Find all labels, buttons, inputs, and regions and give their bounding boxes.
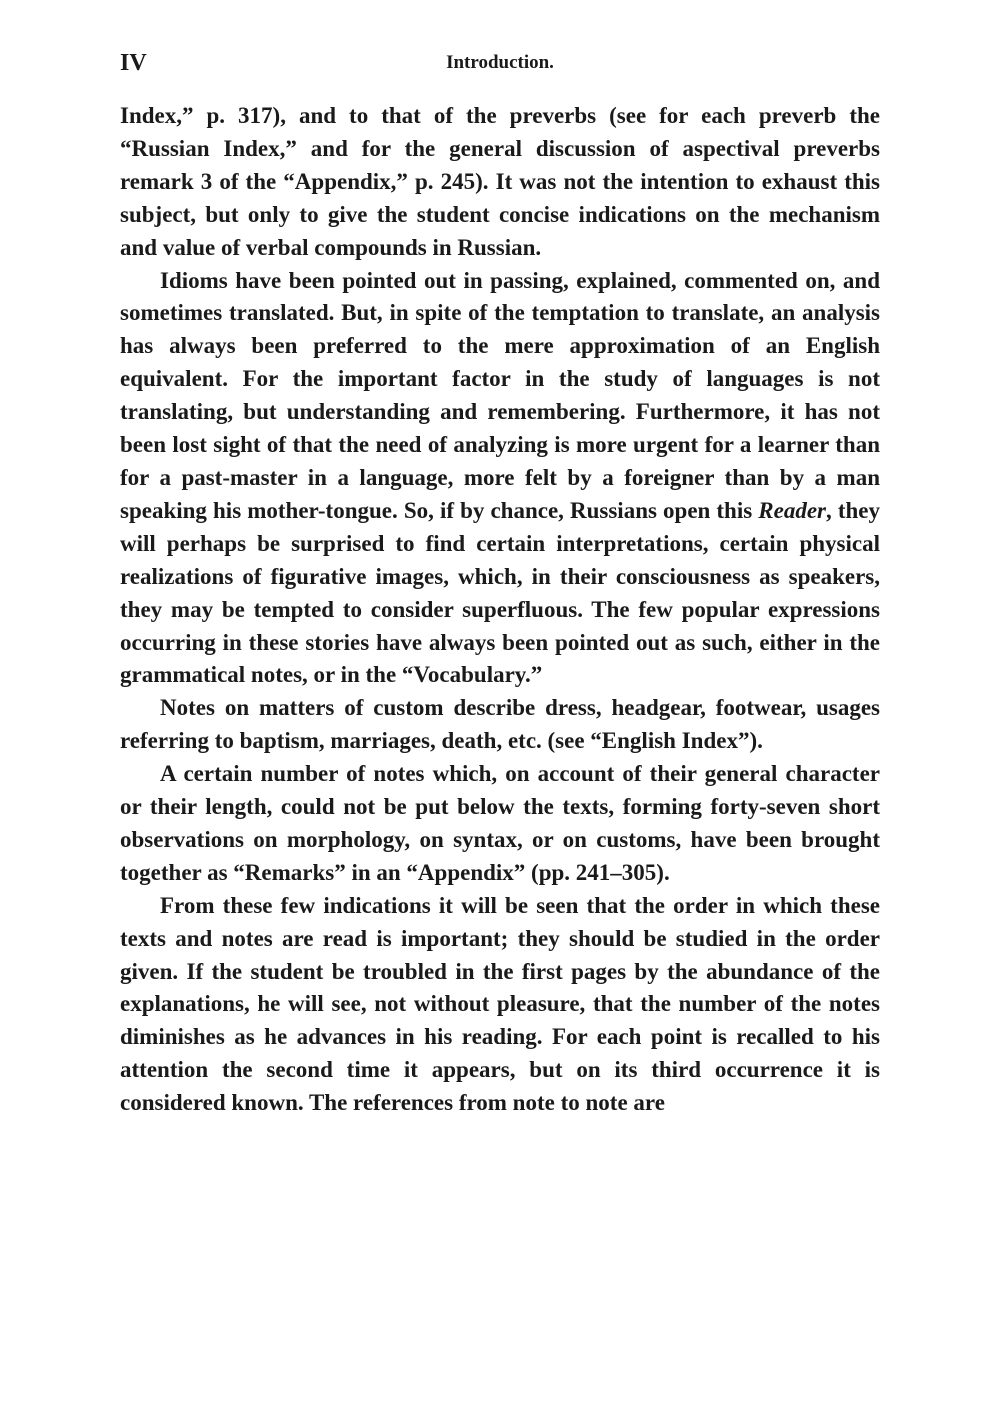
page-number: IV	[120, 50, 147, 76]
paragraph-text: Notes on matters of custom describe dress, headgear, footwear, usages referring to baptism, marriages, death, etc. (see “English Index”).	[120, 695, 880, 754]
paragraph-text: Index,” p. 317), and to that of the preverbs (see for each preverb the “Russian Index,” and for the general discussion of aspectival preverbs remark 3 of the “Appendix,” p. 245). It was not the intention to exhaust this subject, but only to give the student concise indications on the mechanism and value of verbal compounds in Russian.	[120, 103, 880, 260]
paragraph-verbal-compounds	[120, 100, 880, 265]
paragraph-text: A certain number of notes which, on account of their general character or their length, could not be put below the texts, forming forty-seven short observations on morphology, on syntax, or on customs, have been brought together as “Remarks” in an “Appendix” (pp. 241–305).	[120, 761, 880, 885]
running-title: Introduction.	[446, 52, 554, 73]
paragraph-text: From these few indications it will be seen that the order in which these texts and notes are read is important; they should be studied in the order given. If the student be troubled in the first pages by the abundance of the explanations, he will see, not without pleasure, that the number of the notes diminishes as he advances in his reading. For each point is recalled to his attention the second time it appears, but on its third occurrence it is considered known. The references from note to note are	[120, 892, 880, 1116]
body-text	[120, 100, 880, 1120]
paragraph-text: Idioms have been pointed out in passing, explained, commented on, and sometimes translated. But, in spite of the temptation to translate, an analysis has always been preferred to the mere approximation of an English equivalent. For the important factor in the study of languages is not translating, but understanding and remembering. Furthermore, it has not been lost sight of that the need of analyzing is more urgent for a learner than for a past-master in a language, more felt by a foreigner than by a man speaking his mother-tongue. So, if by chance, Russians open this	[120, 267, 880, 523]
paragraph-text: , they will perhaps be surprised to find certain interpretations, certain physical realizations of figurative images, which, in their consciousness as speakers, they may be tempted to consider superfluous. The few popular expressions occurring in these stories have always been pointed out as such, either in the grammatical notes, or in the “Vocabulary.”	[120, 497, 880, 688]
paragraph-remarks-appendix	[120, 758, 880, 890]
paragraph-custom-notes	[120, 692, 880, 758]
reader-title: Reader	[758, 497, 826, 523]
paragraph-idioms	[120, 265, 880, 693]
paragraph-reading-order	[120, 890, 880, 1120]
running-head	[120, 50, 880, 80]
